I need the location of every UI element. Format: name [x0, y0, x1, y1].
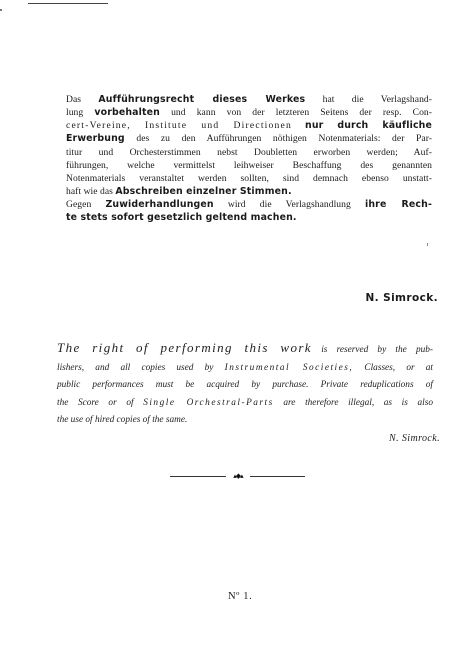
- german-line-5: titur und Orchesterstimmen nebst Doubletten erworben werden; Auf-: [66, 146, 432, 158]
- text: des zu den Aufführungen nöthigen Notenmaterials: der Par-: [136, 133, 432, 145]
- text: is reserved by the pub-: [321, 345, 433, 355]
- emphasis: Abschreiben einzelner Stimmen.: [115, 186, 292, 198]
- english-signature: N. Simrock.: [389, 433, 440, 444]
- english-line-4: [57, 395, 433, 413]
- english-line-3: public performances must be acquired by purchase. Private reduplications of: [57, 380, 433, 390]
- german-signature: N. Simrock.: [365, 292, 438, 304]
- emphasis: The right of performing this work: [57, 340, 312, 355]
- ornamental-divider: [170, 474, 305, 479]
- text: hat die Verlagshand-: [322, 94, 433, 105]
- german-line-10: [66, 211, 432, 224]
- top-rule: [28, 3, 108, 4]
- text: Das: [66, 94, 82, 105]
- emphasis: ihre Rech-: [364, 199, 433, 211]
- emphasis: nur durch käufliche: [305, 120, 432, 132]
- margin-mark: [427, 243, 428, 246]
- english-line-2: [57, 360, 433, 378]
- german-line-7: Notenmaterials veranstaltet werden sollten, sind demnach ebenso unstatt-: [66, 172, 432, 184]
- ornament-icon: ▴◆▴: [226, 471, 250, 481]
- margin-speck: [0, 9, 2, 11]
- german-line-4: [66, 132, 432, 145]
- emphasis: te stets sofort gesetzlich geltend machen.: [66, 212, 297, 224]
- english-line-1: [57, 339, 433, 360]
- emphasis: Aufführungsrecht dieses Werkes: [98, 94, 306, 105]
- emphasis: Single Orchestral-Parts: [143, 397, 274, 408]
- german-line-6: führungen, welche vermittelst leihweiser Beschaffung des genannten: [66, 159, 432, 171]
- text: haft wie das: [66, 186, 113, 198]
- text: lung: [66, 107, 84, 119]
- text: cert-Vereine, Institute und Directionen: [66, 120, 292, 132]
- text: Classes, or at: [364, 362, 434, 373]
- german-notice: [66, 93, 432, 225]
- emphasis: Instrumental Societies,: [224, 362, 354, 373]
- emphasis: vorbehalten: [94, 107, 160, 119]
- text: wird die Verlagshandlung: [227, 199, 351, 211]
- german-line-1: [66, 93, 432, 106]
- emphasis: Erwerbung: [66, 133, 125, 145]
- text: lishers, and all copies used by: [57, 362, 214, 373]
- english-line-5: the use of hired copies of the same.: [57, 415, 188, 425]
- page-number: Nº 1.: [228, 591, 253, 602]
- emphasis: Zuwiderhandlungen: [105, 199, 214, 211]
- text: Gegen: [66, 199, 92, 211]
- text: are therefore illegal, as is also: [283, 397, 434, 408]
- text: the Score or of: [57, 397, 134, 408]
- german-line-8: [66, 185, 432, 198]
- german-line-2: [66, 106, 432, 119]
- german-line-3: [66, 119, 432, 132]
- german-line-9: [66, 198, 432, 211]
- text: und kann von der letzteren Seitens der resp. Con-: [171, 107, 433, 119]
- english-notice: [57, 339, 433, 430]
